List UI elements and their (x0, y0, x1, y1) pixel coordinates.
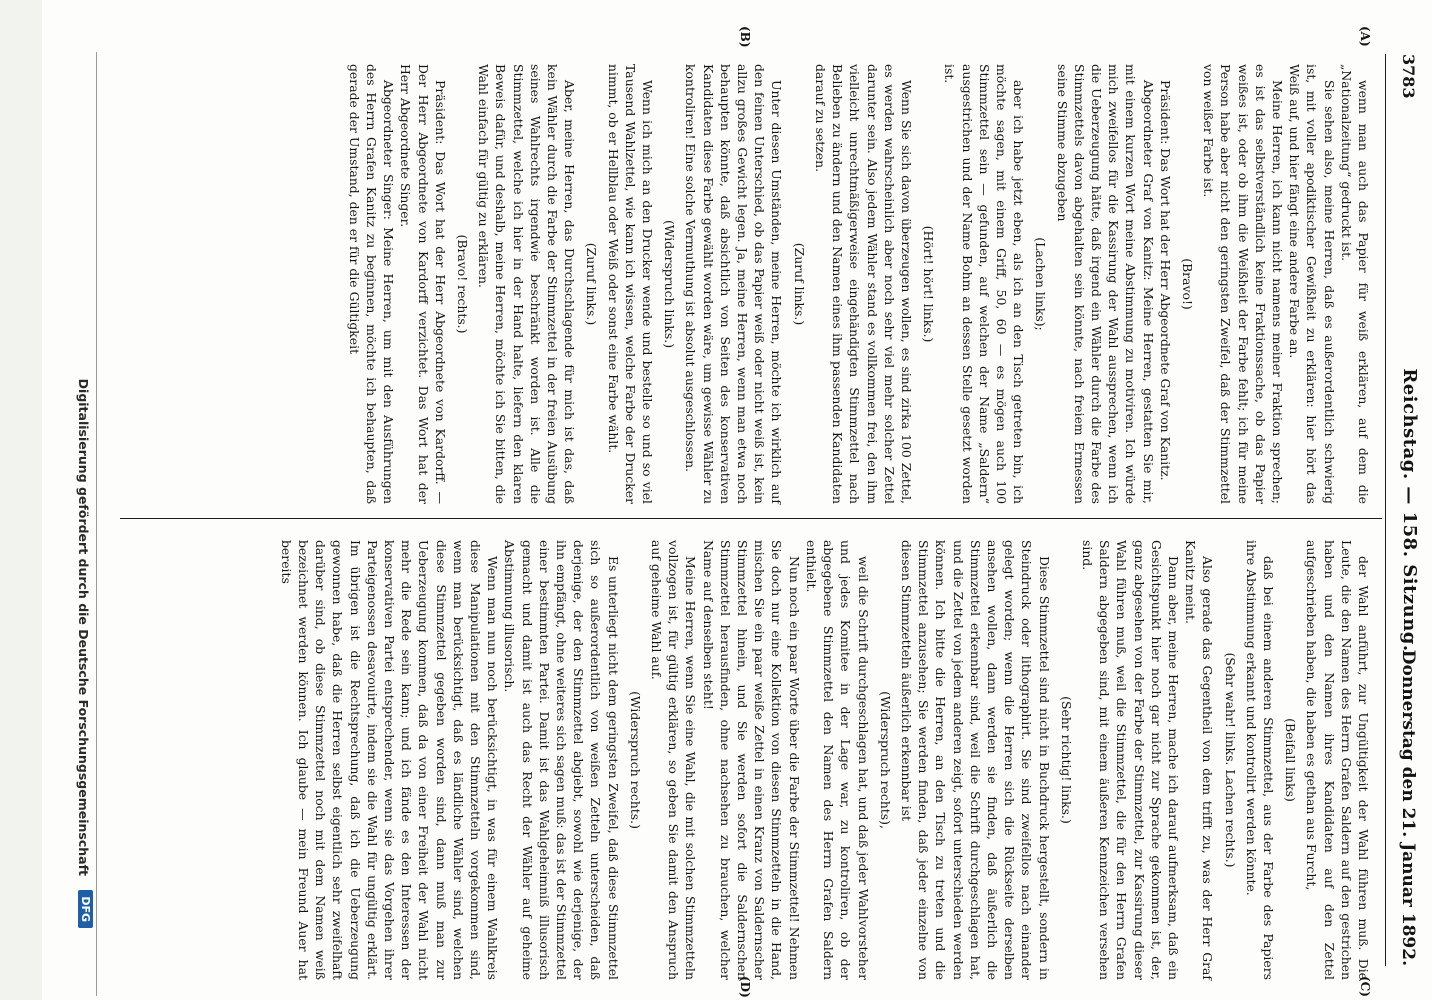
interjection: (Widerspruch rechts), (877, 691, 893, 829)
paragraph: Meine Herren, wenn Sie eine Wahl, die mit solchen Stimmzetteln vollzogen ist, für gültig erklären, so geben Sie damit den Anspruch auf geheime Wahl auf. (649, 540, 699, 980)
interjection: (Beifall links) (1283, 718, 1299, 802)
paragraph: Wenn ich mich an den Drucker wende und bestelle so und so viel Tausend Wahlzettel, wie kann ich wissen, welche Farbe der Drucker nimmt, ob er Hellblau oder Weiß oder sonst eine Farbe wählt. (605, 64, 656, 504)
interjection: (Widerspruch rechts.) (627, 691, 643, 829)
paragraph: Präsident: Das Wort hat der Herr Abgeordnete Graf von Kanitz. (1157, 80, 1173, 481)
digitization-credit: Digitalisierung gefördert durch die Deutsche Forschungsgemeinschaft (76, 378, 91, 876)
interjection: (Zuruf links.) (791, 242, 807, 326)
paragraph: Diese Stimmzettel sind nicht in Buchdruck hergestellt, sondern in Steindruck oder lithographirt. Sie sind zweifellos nach einander gelegt worden; wenn die Herren sich die Rückseite derselben ansehen wollen, dann werden sie finden, daß äußerlich die Stimmzettel erkennbar sind, weil die Schrift durchgeschlagen hat, und die Zettel von jedem anderen zeigt, sofort unterschieden werden können. Ich bitte die Herren, an den Tisch zu treten und die Stimmzettel anzusehen; Sie werden finden, daß jeder einzelne von diesen Stimmzetteln äußerlich erkennbar ist (898, 540, 1052, 980)
interjection: (Lachen links); (1033, 237, 1049, 331)
scan-margin (0, 0, 42, 1000)
digitization-footer (72, 52, 97, 996)
margin-marker-d: (D) (738, 976, 752, 998)
paragraph: Dann aber, meine Herren, mache ich darauf aufmerksam, daß ein Gesichtspunkt hier noch gar nicht zur Sprache gekommen ist, der, ganz abgesehen von der Farbe der Stimmzettel, zur Kassirung dieser Wahl führen muß, weil die Stimmzettel, die für den Herrn Grafen Saldern abgegeben sind, mit einem äußeren Kennzeichen versehen sind. (1079, 540, 1181, 980)
paragraph: Es unterliegt nicht dem geringsten Zweifel, daß diese Stimmzettel sich so außerordentlich von weißen Zetteln unterscheiden, daß derjenige, der den Stimmzettel abgiebt, sowohl wie derjenige, der ihn empfängt, ohne weiteres sich sagen muß: das ist der Stimmzettel einer bestimmten Partei. Damit ist das Wahlgeheimniß illusorisch gemacht und damit ist auch das Recht der Wähler auf geheime Abstimmung illusorisch. (502, 540, 621, 980)
margin-marker-a: (A) (1358, 26, 1372, 47)
paragraph: Abgeordneter Singer: Meine Herren, um mit den Ausführungen des Herrn Grafen Kanitz zu beginnen, möchte ich behaupten, daß gerade der Umstand, den er für die Gültigkeit (346, 64, 397, 504)
paragraph: Nun noch ein paar Worte über die Farbe der Stimmzettel! Nehmen Sie doch nur eine Kollektion von diesen Stimmzetteln in die Hand, mischen Sie ein paar weiße Zettel in einen Kranz von Saldernscher Stimmzettel hinein, und Sie werden sofort die Saldernschen Stimmzettel herausfinden, ohne nachsehen zu brauchen, welcher Name auf denselben steht! (700, 540, 802, 980)
interjection: (Hört! hört! links.) (921, 225, 937, 343)
paragraph: Aber, meine Herren, das Durchschlagende für mich ist das, daß kein Wähler durch die Farbe der Stimmzettel in der freien Ausübung seines Wahlrechts irgendwie beschränkt worden ist. Alle die Stimmzettel, welche ich hier in der Hand halte, liefern den klaren Beweis dafür, und deshalb, meine Herren, möchte ich Sie bitten, die Wahl einfach für gültig zu erklären. (476, 64, 578, 504)
paragraph: aber ich habe jetzt eben, als ich an den Tisch getreten bin, ich möchte sagen, mit einem Griff, 50, 60 — es mögen auch 100 Stimmzettel sein — gefunden, auf welchen der Name „Saldern“ ausgestrichen und der Name Bohm an dessen Stelle gesetzt worden ist. (942, 64, 1027, 504)
paragraph: wenn man auch das Papier für weiß erklären, auf dem die „Nationalzeitung“ gedruckt ist. (1338, 64, 1371, 504)
margin-marker-c: (C) (1358, 976, 1372, 997)
dfg-logo: DFG (78, 890, 93, 928)
paragraph: Also gerade das Gegentheil von dem trifft zu, was der Herr Graf Kanitz meint. (1183, 540, 1216, 980)
paragraph: daß bei einem anderen Stimmzettel, aus der Farbe des Papiers ihre Abstimmung erkannt und kontrolirt werden könnte. (1243, 540, 1276, 980)
interjection: (Sehr wahr! links. Lachen rechts.) (1222, 652, 1238, 868)
header-rule (1385, 54, 1386, 966)
interjection: (Sehr richtig! links.) (1058, 696, 1074, 824)
paragraph: Unter diesen Umständen, meine Herren, möchte ich wirklich auf den feinen Unterschied, ob das Papier weiß oder nicht weiß ist, kein allzu großes Gewicht legen. Ja, meine Herren, wenn man etwa noch behaupten könnte, daß absichtlich von Seiten des konservativen Kandidaten diese Farbe gewählt worden wäre, um gewisse Wähler zu kontroliren! Eine solche Vermuthung ist absolut ausgeschlossen. (683, 64, 785, 504)
session-title: Reichstag. — 158. Sitzung. (1399, 368, 1420, 652)
paragraph: weil die Schrift durchgeschlagen hat, und daß jeder Wahlvorsteher und jedes Komitee in der Lage war, zu kontroliren, ob der abgegebene Stimmzettel den Namen des Herrn Grafen Saldern enthielt. (803, 540, 871, 980)
paragraph: Abgeordneter Graf von Kanitz: Meine Herren, gestatten Sie mir, mit einem kurzen Wort meine Abstimmung zu motiviren. Ich würde mich zweifellos für die Kassirung der Wahl aussprechen, wenn ich die Ueberzeugung hätte, daß irgend ein Wähler durch die Farbe des Stimmzettels davon abgehalten sein könnte, nach freiem Ermessen seine Stimme abzugeben (1054, 64, 1156, 504)
column-divider (120, 518, 1382, 519)
interjection: (Widerspruch links.) (662, 219, 678, 349)
interjection: (Bravo!) (1179, 258, 1195, 310)
paragraph: Sie sehen also, meine Herren, daß es außerordentlich schwierig ist, mit voller apodiktischer Gewißheit zu erklären: hier hört das Weiß auf, und hier fängt eine andere Farbe an. (1287, 64, 1337, 504)
page-number: 3783 (1399, 54, 1418, 99)
right-column (278, 540, 1372, 980)
interjection: (Bravo! rechts.) (455, 234, 471, 334)
running-header (1394, 54, 1420, 966)
paragraph: Wenn Sie sich davon überzeugen wollen, es sind zirka 100 Zettel, es werden wahrscheinlich aber noch sehr viel mehr solcher Zettel darunter sein. Also jedem Wähler stand es vollkommen frei, den ihm vielleicht unrechtmäßigerweise eingehändigten Stimmzettel nach Belieben zu ändern und den Namen eines ihm passenden Kandidaten darauf zu setzen. (812, 64, 914, 504)
paragraph: Präsident: Das Wort hat der Herr Abgeordnete von Kardorff. — Der Herr Abgeordnete von Kardorff verzichtet. Das Wort hat der Herr Abgeordnete Singer. (398, 64, 448, 504)
paragraph: Wenn man nun noch berücksichtigt, in was für einem Wahlkreis diese Manipulationen mit den Stimmzetteln vorgekommen sind, wenn man berücksichtigt, daß es ländliche Wähler sind, welchen diese Stimmzettel gegeben worden sind, dann muß man zur Ueberzeugung kommen, daß da von einer Freiheit der Wahl nicht mehr die Rede sein kann; und ich fände es den Interessen der konservativen Partei entsprechender, wenn sie das Vorgehen ihrer Parteigenossen desavouirte, indem sie die Wahl für ungültig erklärt. Im übrigen ist die Rechtsprechung, daß ich die Ueberzeugung gewonnen habe, daß die Herren selbst eigentlich sehr zweifelhaft darüber sind, ob diese Stimmzettel noch mit dem Namen weiß bezeichnet werden können. Ich glaube — mein Freund Auer hat bereits (278, 540, 501, 980)
paragraph: der Wahl anführt, zur Ungültigkeit der Wahl führen muß. Die Leute, die den Namen des Herrn Grafen Saldern auf den gestrichen haben und den Namen ihres Kandidaten auf den Zettel aufgeschrieben haben, die haben es gethan aus Furcht, (1304, 540, 1371, 980)
paragraph: Meine Herren, ich kann nicht namens meiner Fraktion sprechen; es ist das selbstverständlich keine Fraktionssache, ob das Papier weißes ist, oder ob ihm die Weißheit der Farbe fehlt; ich für meine Person habe aber nicht den geringsten Zweifel, daß der Stimmzettel von weißer Farbe ist. (1201, 64, 1285, 504)
interjection: (Zuruf links.) (584, 242, 600, 326)
margin-marker-b: (B) (738, 26, 752, 48)
left-column (346, 64, 1372, 504)
session-date: Donnerstag den 21. Januar 1892. (1398, 649, 1418, 966)
